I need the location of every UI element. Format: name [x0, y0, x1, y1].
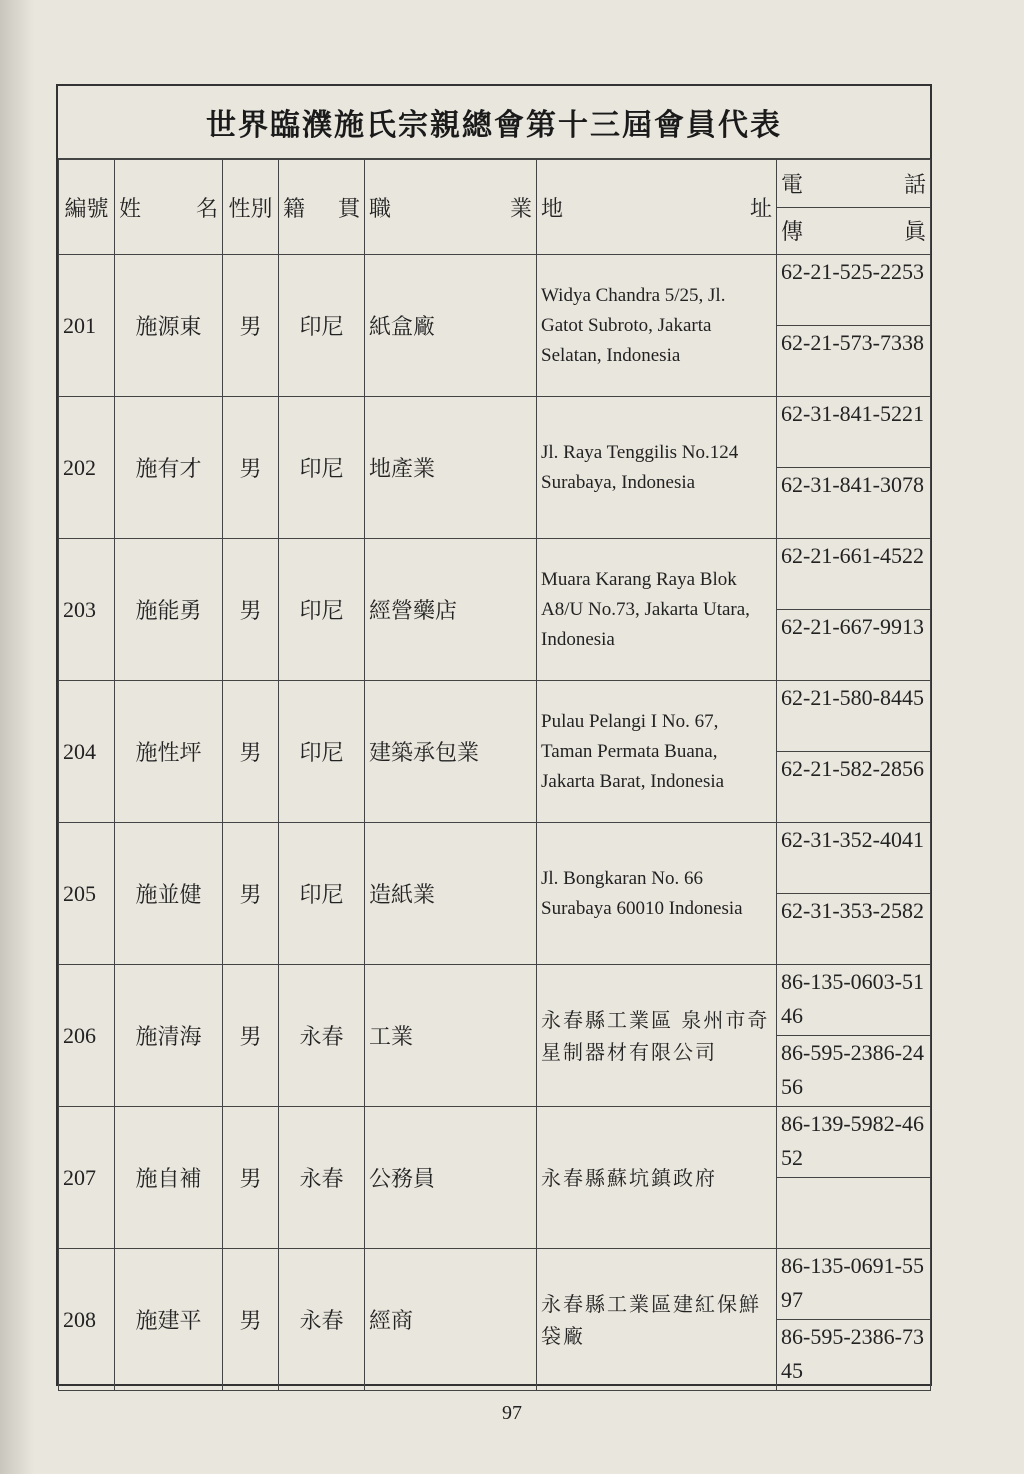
header-gender: 性別 — [223, 160, 279, 255]
header-row — [59, 160, 931, 208]
header-origin — [279, 160, 365, 255]
table-row — [59, 1107, 931, 1178]
member-phone: 86-139-5982-4652 — [777, 1107, 931, 1178]
member-gender: 男 — [223, 823, 279, 965]
header-fax — [777, 207, 931, 255]
member-gender: 男 — [223, 397, 279, 539]
member-job: 地產業 — [365, 397, 537, 539]
member-name: 施性坪 — [115, 681, 223, 823]
member-name: 施能勇 — [115, 539, 223, 681]
member-fax: 62-21-667-9913 — [777, 610, 931, 681]
member-address: Jl. Raya Tenggilis No.124 Surabaya, Indonesia — [537, 397, 777, 539]
member-gender: 男 — [223, 1249, 279, 1391]
member-phone: 86-135-0691-5597 — [777, 1249, 931, 1320]
member-name: 施建平 — [115, 1249, 223, 1391]
member-job: 工業 — [365, 965, 537, 1107]
member-phone: 62-31-352-4041 — [777, 823, 931, 894]
header-phone — [777, 160, 931, 208]
member-origin: 永春 — [279, 1107, 365, 1249]
table-row — [59, 1249, 931, 1320]
header-fax-a: 傳 — [781, 220, 804, 246]
member-fax: 62-21-573-7338 — [777, 326, 931, 397]
member-gender: 男 — [223, 539, 279, 681]
member-table — [58, 159, 931, 1391]
title-row — [58, 86, 930, 159]
member-job: 公務員 — [365, 1107, 537, 1249]
member-address: Muara Karang Raya Blok A8/U No.73, Jakarta Utara, Indonesia — [537, 539, 777, 681]
member-origin: 印尼 — [279, 397, 365, 539]
member-phone: 62-21-525-2253 — [777, 255, 931, 326]
member-address: Widya Chandra 5/25, Jl. Gatot Subroto, Jakarta Selatan, Indonesia — [537, 255, 777, 397]
member-no: 208 — [59, 1249, 115, 1391]
member-no: 206 — [59, 965, 115, 1107]
header-origin-b: 貫 — [337, 196, 360, 222]
member-origin: 永春 — [279, 1249, 365, 1391]
member-fax: 62-31-841-3078 — [777, 468, 931, 539]
member-address: Pulau Pelangi I No. 67, Taman Permata Buana, Jakarta Barat, Indonesia — [537, 681, 777, 823]
table-row — [59, 965, 931, 1036]
header-addr-b: 址 — [749, 196, 772, 222]
page-edge-shadow — [0, 0, 34, 1474]
header-no: 編號 — [59, 160, 115, 255]
member-no: 202 — [59, 397, 115, 539]
member-fax: 86-595-2386-2456 — [777, 1036, 931, 1107]
member-name: 施源東 — [115, 255, 223, 397]
table-row — [59, 539, 931, 610]
member-no: 204 — [59, 681, 115, 823]
page-title: 世界臨濮施氏宗親總會第十三屆會員代表 — [206, 108, 782, 143]
table-row — [59, 255, 931, 326]
header-phone-b: 話 — [903, 172, 926, 198]
header-job-a: 職 — [369, 196, 392, 222]
member-address: 永春縣工業區 泉州市奇星制器材有限公司 — [537, 965, 777, 1107]
member-phone: 62-21-661-4522 — [777, 539, 931, 610]
member-origin: 印尼 — [279, 539, 365, 681]
member-origin: 印尼 — [279, 255, 365, 397]
header-address — [537, 160, 777, 255]
member-fax — [777, 1178, 931, 1249]
header-phone-a: 電 — [781, 172, 804, 198]
member-address: 永春縣蘇坑鎮政府 — [537, 1107, 777, 1249]
page-number: 97 — [502, 1402, 522, 1424]
member-fax: 86-595-2386-7345 — [777, 1320, 931, 1391]
member-fax: 62-31-353-2582 — [777, 894, 931, 965]
member-origin: 印尼 — [279, 681, 365, 823]
member-phone: 62-21-580-8445 — [777, 681, 931, 752]
member-address: Jl. Bongkaran No. 66 Surabaya 60010 Indonesia — [537, 823, 777, 965]
member-origin: 永春 — [279, 965, 365, 1107]
member-no: 201 — [59, 255, 115, 397]
member-job: 經營藥店 — [365, 539, 537, 681]
member-name: 施並健 — [115, 823, 223, 965]
member-job: 經商 — [365, 1249, 537, 1391]
member-name: 施有才 — [115, 397, 223, 539]
member-phone: 86-135-0603-5146 — [777, 965, 931, 1036]
table-row — [59, 681, 931, 752]
member-address: 永春縣工業區建紅保鮮袋廠 — [537, 1249, 777, 1391]
header-job — [365, 160, 537, 255]
member-job: 紙盒廠 — [365, 255, 537, 397]
header-fax-b: 眞 — [903, 220, 926, 246]
member-no: 205 — [59, 823, 115, 965]
member-table-frame — [56, 84, 932, 1386]
header-addr-a: 地 — [541, 196, 564, 222]
header-origin-a: 籍 — [283, 196, 306, 222]
member-job: 造紙業 — [365, 823, 537, 965]
table-row — [59, 397, 931, 468]
table-row — [59, 823, 931, 894]
member-gender: 男 — [223, 681, 279, 823]
member-no: 203 — [59, 539, 115, 681]
member-no: 207 — [59, 1107, 115, 1249]
member-job: 建築承包業 — [365, 681, 537, 823]
member-name: 施自補 — [115, 1107, 223, 1249]
header-name-a: 姓 — [119, 196, 142, 222]
member-name: 施清海 — [115, 965, 223, 1107]
header-name-b: 名 — [195, 196, 218, 222]
member-gender: 男 — [223, 1107, 279, 1249]
header-job-b: 業 — [509, 196, 532, 222]
header-name — [115, 160, 223, 255]
member-origin: 印尼 — [279, 823, 365, 965]
member-gender: 男 — [223, 255, 279, 397]
member-gender: 男 — [223, 965, 279, 1107]
member-phone: 62-31-841-5221 — [777, 397, 931, 468]
member-fax: 62-21-582-2856 — [777, 752, 931, 823]
